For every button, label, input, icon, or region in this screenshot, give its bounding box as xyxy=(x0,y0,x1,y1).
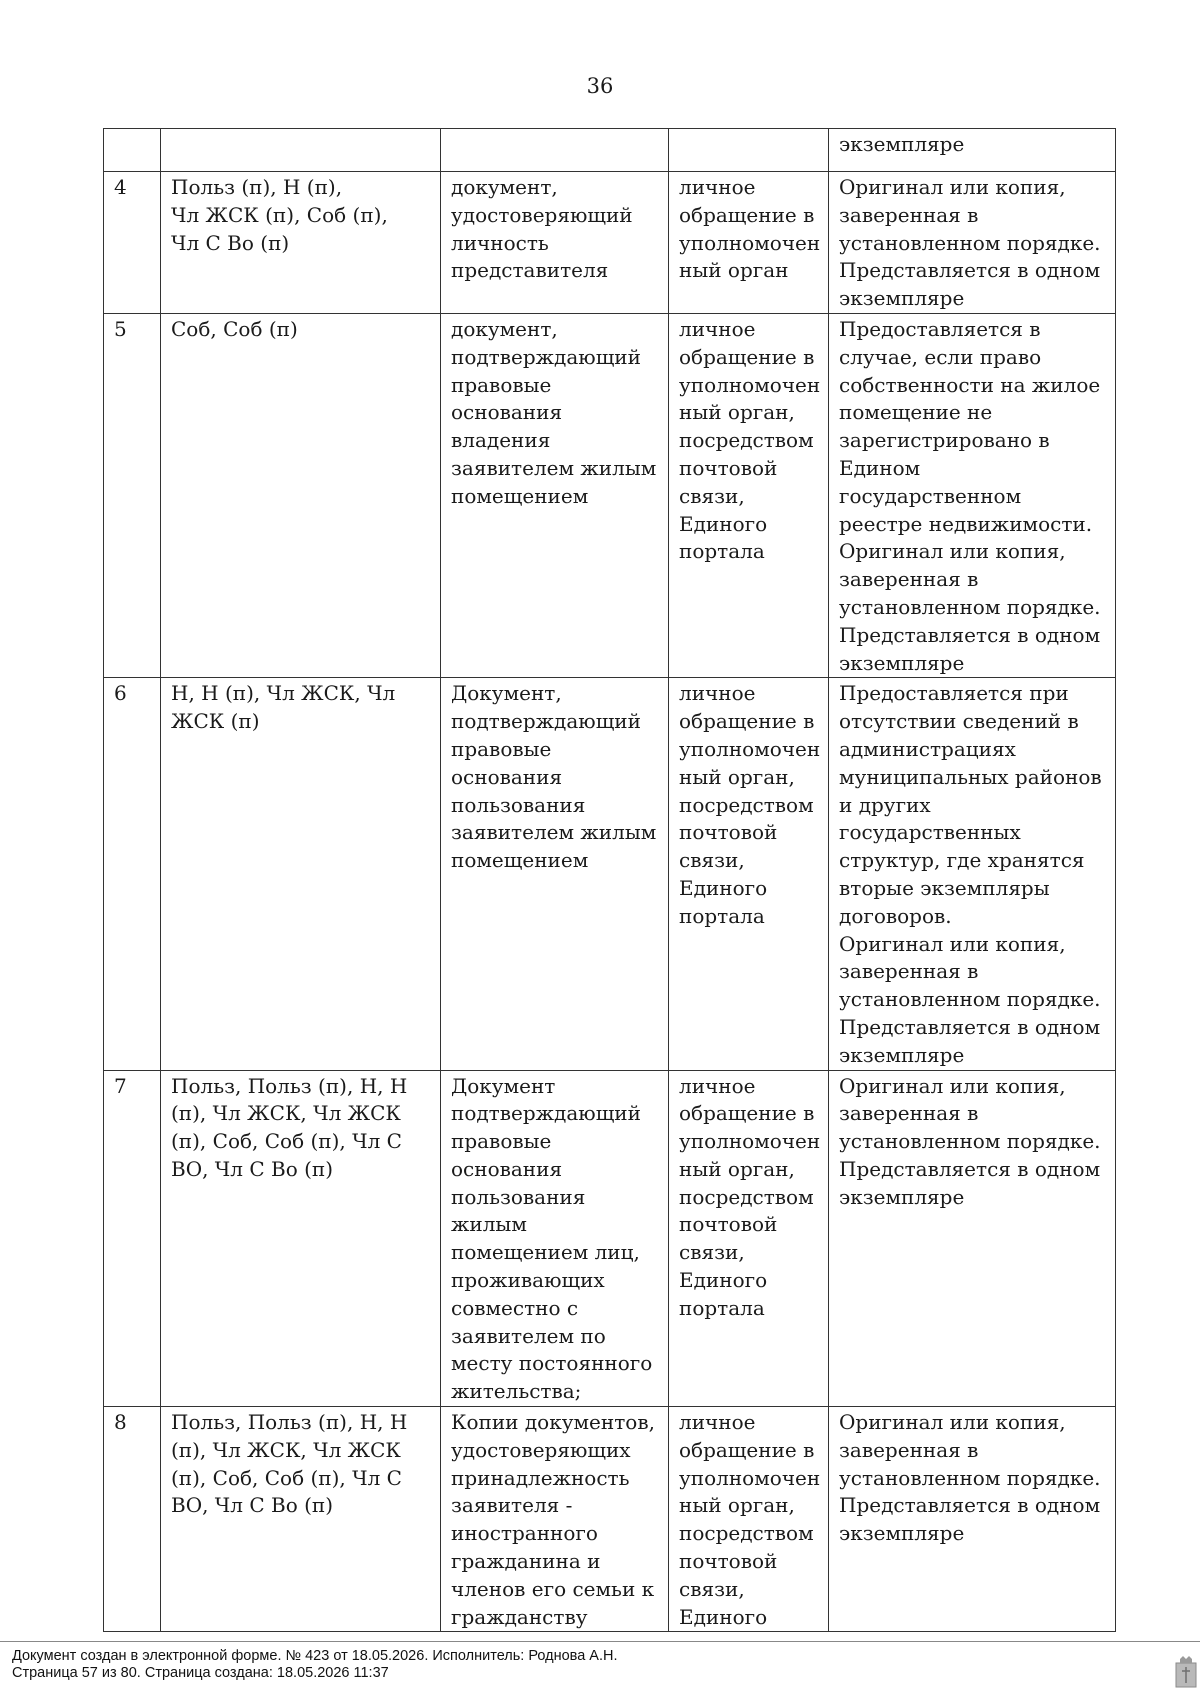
cell-number: 4 xyxy=(104,172,161,314)
cell-method xyxy=(669,129,829,172)
table-row xyxy=(104,1070,1116,1407)
cell-applicant: Н, Н (п), Чл ЖСК, Чл ЖСК (п) xyxy=(161,678,441,1070)
cell-number: 6 xyxy=(104,678,161,1070)
page-number: 36 xyxy=(586,74,614,98)
footer-line-1: Документ создан в электронной форме. № 423 от 18.05.2026. Исполнитель: Роднова А.Н. xyxy=(12,1648,618,1664)
cell-applicant xyxy=(161,129,441,172)
cell-document: Документ, подтверждающий правовые основания пользования заявителем жилым помещением xyxy=(441,678,669,1070)
cell-number: 7 xyxy=(104,1070,161,1407)
footer-line-2: Страница 57 из 80. Страница создана: 18.05.2026 11:37 xyxy=(12,1665,389,1681)
cell-note: Оригинал или копия, заверенная в установленном порядке. Представляется в одном экземпляре xyxy=(829,172,1116,314)
cell-number xyxy=(104,129,161,172)
cell-note: экземпляре xyxy=(829,129,1116,172)
cell-note: Оригинал или копия, заверенная в установленном порядке. Представляется в одном экземпляре xyxy=(829,1070,1116,1407)
cell-number: 5 xyxy=(104,313,161,677)
table-row xyxy=(104,172,1116,314)
cell-document: документ, удостоверяющий личность представителя xyxy=(441,172,669,314)
cell-applicant: Польз, Польз (п), Н, Н (п), Чл ЖСК, Чл ЖСК (п), Соб, Соб (п), Чл С ВО, Чл С Во (п) xyxy=(161,1070,441,1407)
cell-method: личное обращение в уполномочен ный орган xyxy=(669,172,829,314)
documents-table xyxy=(103,128,1116,1632)
table-row xyxy=(104,313,1116,677)
cell-document: Копии документов, удостоверяющих принадлежность заявителя - иностранного гражданина и членов его семьи к гражданству xyxy=(441,1407,669,1632)
cell-document: документ, подтверждающий правовые основания владения заявителем жилым помещением xyxy=(441,313,669,677)
cell-note: Оригинал или копия, заверенная в установленном порядке. Представляется в одном экземпляре xyxy=(829,1407,1116,1632)
table-row xyxy=(104,678,1116,1070)
footer xyxy=(12,1648,618,1682)
footer-divider xyxy=(0,1641,1200,1642)
cell-document xyxy=(441,129,669,172)
cell-number: 8 xyxy=(104,1407,161,1632)
cell-document: Документ подтверждающий правовые основания пользования жилым помещением лиц, проживающих совместно с заявителем по месту постоянного жительства; xyxy=(441,1070,669,1407)
cell-note: Предоставляется в случае, если право собственности на жилое помещение не зарегистрировано в Едином государственном реестре недвижимости. Оригинал или копия, заверенная в установленном порядке. Представляется в одном экземпляре xyxy=(829,313,1116,677)
table-row xyxy=(104,129,1116,172)
table-row xyxy=(104,1407,1116,1632)
cell-applicant: Соб, Соб (п) xyxy=(161,313,441,677)
cell-applicant: Польз, Польз (п), Н, Н (п), Чл ЖСК, Чл ЖСК (п), Соб, Соб (п), Чл С ВО, Чл С Во (п) xyxy=(161,1407,441,1632)
cell-note: Предоставляется при отсутствии сведений в администрациях муниципальных районов и других государственных структур, где хранятся вторые экземпляры договоров. Оригинал или копия, заверенная в установленном порядке. Представляется в одном экземпляре xyxy=(829,678,1116,1070)
cell-method: личное обращение в уполномочен ный орган, посредством почтовой связи, Единого портала xyxy=(669,678,829,1070)
cell-method: личное обращение в уполномочен ный орган, посредством почтовой связи, Единого xyxy=(669,1407,829,1632)
cell-applicant: Польз (п), Н (п), Чл ЖСК (п), Соб (п), Чл С Во (п) xyxy=(161,172,441,314)
cell-method: личное обращение в уполномочен ный орган, посредством почтовой связи, Единого портала xyxy=(669,1070,829,1407)
emblem-icon xyxy=(1174,1655,1198,1689)
cell-method: личное обращение в уполномочен ный орган, посредством почтовой связи, Единого портала xyxy=(669,313,829,677)
